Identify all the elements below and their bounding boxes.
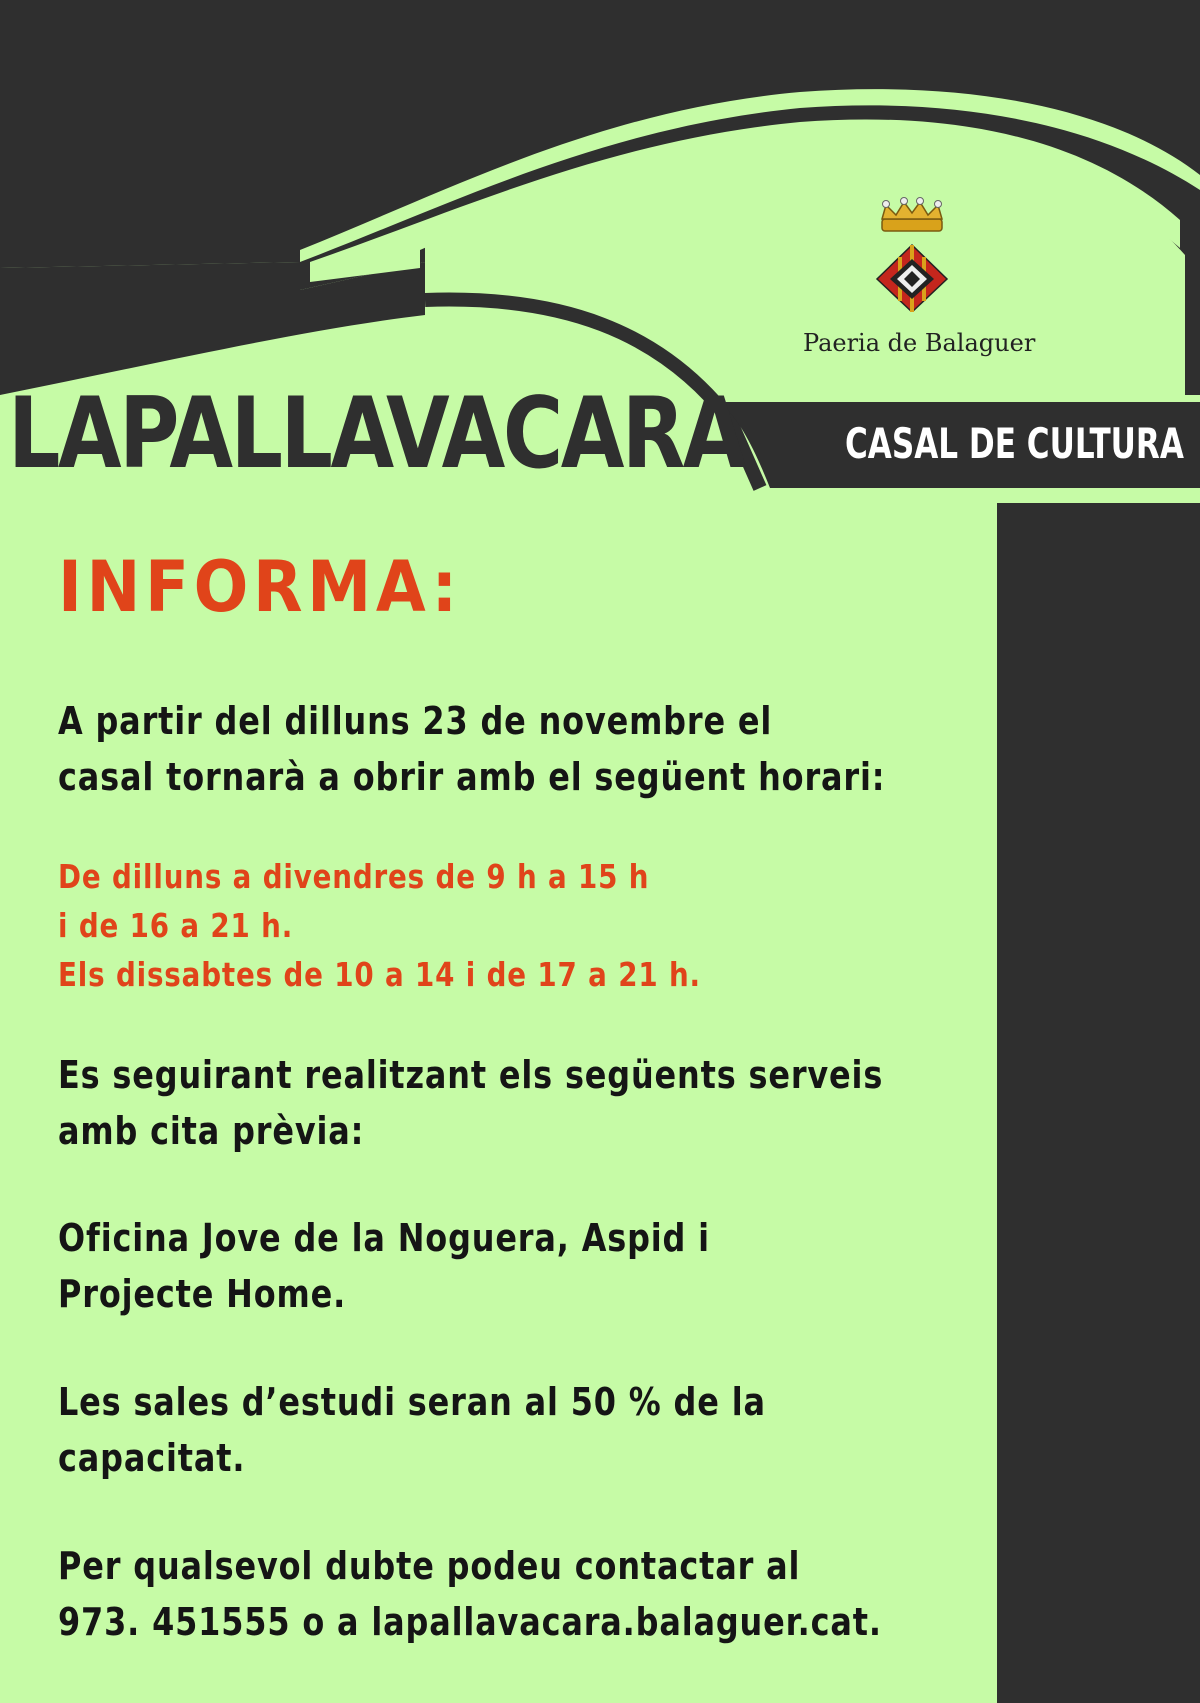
right-dark-column <box>997 503 1200 1703</box>
text-line: 973. 451555 o a lapallavacara.balaguer.cat. <box>58 1600 882 1644</box>
coat-of-arms-icon <box>872 197 952 312</box>
page-heading: INFORMA: <box>58 546 462 628</box>
services-intro-paragraph <box>58 1047 883 1159</box>
text-line: Per qualsevol dubte podeu contactar al <box>58 1544 801 1588</box>
study-paragraph <box>58 1374 766 1486</box>
text-line: i de 16 a 21 h. <box>58 906 294 945</box>
services-paragraph <box>58 1210 710 1322</box>
text-line: A partir del dilluns 23 de novembre el <box>58 699 773 743</box>
text-line: Els dissabtes de 10 a 14 i de 17 a 21 h. <box>58 955 701 994</box>
logo-label: Paeria de Balaguer <box>803 329 1036 357</box>
dark-left-block <box>0 262 425 395</box>
text-line: Les sales d’estudi seran al 50 % de la <box>58 1380 766 1424</box>
text-line: Projecte Home. <box>58 1272 347 1316</box>
text-line: Es seguirant realitzant els següents serveis <box>58 1053 884 1097</box>
text-line: De dilluns a divendres de 9 h a 15 h <box>58 857 650 896</box>
intro-paragraph <box>58 693 885 805</box>
text-line: Oficina Jove de la Noguera, Aspid i <box>58 1216 710 1260</box>
schedule-paragraph <box>58 852 701 999</box>
brand-title: LAPALLAVACARA <box>8 377 744 491</box>
text-line: amb cita prèvia: <box>58 1109 365 1153</box>
contact-paragraph <box>58 1538 882 1650</box>
text-line: capacitat. <box>58 1436 246 1480</box>
subtitle: CASAL DE CULTURA <box>845 419 1184 468</box>
text-line: casal tornarà a obrir amb el següent horari: <box>58 755 886 799</box>
